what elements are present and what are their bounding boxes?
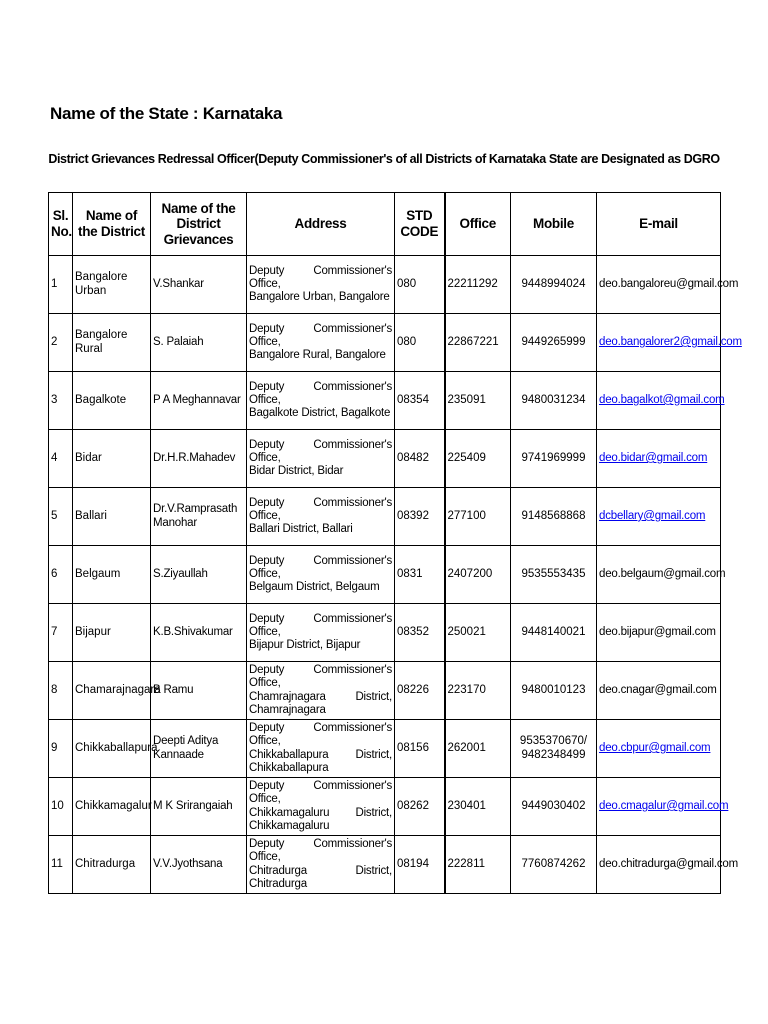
address bbox=[247, 488, 395, 546]
email-cell bbox=[597, 372, 725, 430]
mobile-cell bbox=[511, 546, 597, 604]
mobile-number-2: 9482348499 bbox=[521, 748, 586, 761]
std-code: 08354 bbox=[395, 372, 445, 430]
officer-name: B Ramu bbox=[151, 662, 247, 720]
page-subtitle: District Grievances Redressal Officer(Deputy Commissioner's of all Districts of Karnataka State are Designated as DGRO bbox=[48, 152, 720, 166]
serial-number: 1 bbox=[49, 256, 73, 314]
address-line-1: Deputy Commissioner's Office, bbox=[249, 496, 392, 522]
address-line-1: Deputy Commissioner's Office, bbox=[249, 322, 392, 348]
serial-number: 4 bbox=[49, 430, 73, 488]
std-code: 08482 bbox=[395, 430, 445, 488]
col-header-mobile: Mobile bbox=[511, 193, 597, 256]
district-name: Bangalore Rural bbox=[73, 314, 151, 372]
district-name: Ballari bbox=[73, 488, 151, 546]
address-line-2: Bidar District, Bidar bbox=[249, 465, 344, 478]
mobile-cell bbox=[511, 314, 597, 372]
mobile-cell bbox=[511, 836, 597, 894]
address-line-2: Belgaum District, Belgaum bbox=[249, 581, 380, 594]
std-code: 08352 bbox=[395, 604, 445, 662]
email-cell bbox=[597, 778, 729, 836]
serial-number: 3 bbox=[49, 372, 73, 430]
col-header-district: Name of the District bbox=[73, 193, 151, 256]
office-phone: 250021 bbox=[445, 604, 511, 662]
district-name: Chitradurga bbox=[73, 836, 151, 894]
mobile-cell bbox=[511, 662, 597, 720]
table-row bbox=[49, 256, 721, 314]
state-title: Name of the State : Karnataka bbox=[50, 104, 283, 123]
office-phone: 22867221 bbox=[445, 314, 511, 372]
email-link[interactable]: deo.bidar@gmail.com bbox=[599, 451, 708, 464]
std-code: 08262 bbox=[395, 778, 445, 836]
mobile-cell bbox=[511, 256, 597, 314]
serial-number: 5 bbox=[49, 488, 73, 546]
col-header-std: STD CODE bbox=[395, 193, 445, 256]
district-name: Chikkamagalur bbox=[73, 778, 151, 836]
address bbox=[247, 430, 395, 488]
office-phone: 222811 bbox=[445, 836, 511, 894]
dgro-table bbox=[48, 192, 742, 894]
email-link[interactable]: deo.cbpur@gmail.com bbox=[599, 741, 711, 754]
serial-number: 8 bbox=[49, 662, 73, 720]
table-row bbox=[49, 720, 721, 778]
email-cell bbox=[597, 430, 721, 488]
office-phone: 225409 bbox=[445, 430, 511, 488]
std-code: 08156 bbox=[395, 720, 445, 778]
district-name: Bagalkote bbox=[73, 372, 151, 430]
address-line-2: Bangalore Rural, Bangalore bbox=[249, 349, 386, 362]
address-line-2: Bijapur District, Bijapur bbox=[249, 639, 361, 652]
address-line-1: Deputy Commissioner's Office, bbox=[249, 554, 392, 580]
mobile-cell bbox=[511, 372, 597, 430]
email-link: deo.chitradurga@gmail.com bbox=[599, 857, 738, 870]
col-header-sl: Sl. No. bbox=[49, 193, 73, 256]
officer-name: S. Palaiah bbox=[151, 314, 247, 372]
std-code: 080 bbox=[395, 256, 445, 314]
mobile-cell bbox=[511, 604, 597, 662]
mobile-number: 9449265999 bbox=[521, 335, 586, 348]
office-phone: 230401 bbox=[445, 778, 511, 836]
address-line-1: Deputy Commissioner's Office, bbox=[249, 380, 392, 406]
address-line-2: Bangalore Urban, Bangalore bbox=[249, 291, 390, 304]
serial-number: 11 bbox=[49, 836, 73, 894]
address-line-2: Ballari District, Ballari bbox=[249, 523, 353, 536]
address-line-1: Deputy Commissioner's Office, bbox=[249, 722, 392, 748]
email-link: deo.bangaloreu@gmail.com bbox=[599, 277, 739, 290]
district-name: Chikkaballapura bbox=[73, 720, 151, 778]
address bbox=[247, 836, 395, 894]
email-link: deo.cnagar@gmail.com bbox=[599, 683, 717, 696]
serial-number: 2 bbox=[49, 314, 73, 372]
email-cell bbox=[597, 720, 721, 778]
mobile-cell bbox=[511, 430, 597, 488]
office-phone: 262001 bbox=[445, 720, 511, 778]
mobile-number: 9741969999 bbox=[521, 451, 586, 464]
mobile-number: 9480010123 bbox=[521, 683, 586, 696]
mobile-number: 9448994024 bbox=[521, 277, 586, 290]
address-line-1: Deputy Commissioner's Office, bbox=[249, 780, 392, 806]
serial-number: 7 bbox=[49, 604, 73, 662]
table-row bbox=[49, 604, 721, 662]
address-line-1: Deputy Commissioner's Office, bbox=[249, 438, 392, 464]
address-line-3: Chikkaballapura bbox=[249, 761, 329, 774]
table-row bbox=[49, 546, 721, 604]
officer-name: M K Srirangaiah bbox=[151, 778, 247, 836]
table-row bbox=[49, 314, 721, 372]
mobile-number: 9480031234 bbox=[521, 393, 586, 406]
address-line-2: Chitradurga District, bbox=[249, 864, 392, 877]
officer-name: S.Ziyaullah bbox=[151, 546, 247, 604]
email-link[interactable]: deo.bagalkot@gmail.com bbox=[599, 393, 725, 406]
office-phone: 235091 bbox=[445, 372, 511, 430]
officer-name: V.V.Jyothsana bbox=[151, 836, 247, 894]
district-name: Bidar bbox=[73, 430, 151, 488]
std-code: 08194 bbox=[395, 836, 445, 894]
std-code: 0831 bbox=[395, 546, 445, 604]
email-cell bbox=[597, 546, 726, 604]
mobile-number: 9535370670/ bbox=[519, 735, 588, 748]
mobile-number: 9448140021 bbox=[521, 625, 586, 638]
mobile-number: 9449030402 bbox=[521, 799, 586, 812]
address bbox=[247, 720, 395, 778]
address bbox=[247, 256, 395, 314]
address-line-2: Bagalkote District, Bagalkote bbox=[249, 407, 391, 420]
serial-number: 9 bbox=[49, 720, 73, 778]
email-cell bbox=[597, 314, 742, 372]
serial-number: 10 bbox=[49, 778, 73, 836]
address-line-1: Deputy Commissioner's Office, bbox=[249, 664, 392, 690]
address-line-1: Deputy Commissioner's Office, bbox=[249, 838, 392, 864]
office-phone: 2407200 bbox=[445, 546, 511, 604]
std-code: 080 bbox=[395, 314, 445, 372]
address-line-3: Chamrajnagara bbox=[249, 703, 326, 716]
officer-name: Dr.H.R.Mahadev bbox=[151, 430, 247, 488]
address-line-2: Chikkaballapura District, bbox=[249, 748, 392, 761]
address-line-3: Chikkamagaluru bbox=[249, 819, 330, 832]
address bbox=[247, 604, 395, 662]
mobile-cell bbox=[511, 778, 597, 836]
col-header-email: E-mail bbox=[597, 193, 721, 256]
col-header-address: Address bbox=[247, 193, 395, 256]
address bbox=[247, 662, 395, 720]
std-code: 08226 bbox=[395, 662, 445, 720]
officer-name: V.Shankar bbox=[151, 256, 247, 314]
table-row bbox=[49, 372, 721, 430]
mobile-number: 9535553435 bbox=[521, 567, 586, 580]
mobile-cell bbox=[511, 720, 597, 778]
table-row bbox=[49, 778, 721, 836]
email-link[interactable]: dcbellary@gmail.com bbox=[599, 509, 706, 522]
table-row bbox=[49, 836, 721, 894]
district-name: Bangalore Urban bbox=[73, 256, 151, 314]
table-header-row bbox=[49, 193, 721, 256]
table-body bbox=[49, 256, 742, 894]
mobile-number: 7760874262 bbox=[521, 857, 586, 870]
office-phone: 223170 bbox=[445, 662, 511, 720]
serial-number: 6 bbox=[49, 546, 73, 604]
table-row bbox=[49, 488, 721, 546]
address-line-2: Chamrajnagara District, bbox=[249, 690, 392, 703]
address-line-1: Deputy Commissioner's Office, bbox=[249, 612, 392, 638]
officer-name: Deepti Aditya Kannaade bbox=[151, 720, 247, 778]
address-line-2: Chikkamagaluru District, bbox=[249, 806, 392, 819]
email-cell bbox=[597, 256, 739, 314]
office-phone: 22211292 bbox=[445, 256, 511, 314]
email-link[interactable]: deo.cmagalur@gmail.com bbox=[599, 799, 729, 812]
table-row bbox=[49, 662, 721, 720]
district-name: Belgaum bbox=[73, 546, 151, 604]
address bbox=[247, 372, 395, 430]
office-phone: 277100 bbox=[445, 488, 511, 546]
officer-name: K.B.Shivakumar bbox=[151, 604, 247, 662]
mobile-cell bbox=[511, 488, 597, 546]
mobile-number: 9148568868 bbox=[521, 509, 586, 522]
address-line-3: Chitradurga bbox=[249, 877, 307, 890]
col-header-officer: Name of the District Grievances bbox=[151, 193, 247, 256]
email-cell bbox=[597, 662, 721, 720]
table-row bbox=[49, 430, 721, 488]
email-link: deo.bijapur@gmail.com bbox=[599, 625, 716, 638]
email-link[interactable]: deo.bangalorer2@gmail.com bbox=[599, 335, 742, 348]
address bbox=[247, 314, 395, 372]
address-line-1: Deputy Commissioner's Office, bbox=[249, 264, 392, 290]
officer-name: Dr.V.Ramprasath Manohar bbox=[151, 488, 247, 546]
district-name: Chamarajnagara bbox=[73, 662, 151, 720]
email-link: deo.belgaum@gmail.com bbox=[599, 567, 726, 580]
officer-name: P A Meghannavar bbox=[151, 372, 247, 430]
email-cell bbox=[597, 488, 721, 546]
email-cell bbox=[597, 836, 738, 894]
col-header-office: Office bbox=[445, 193, 511, 256]
email-cell bbox=[597, 604, 721, 662]
district-name: Bijapur bbox=[73, 604, 151, 662]
address bbox=[247, 546, 395, 604]
std-code: 08392 bbox=[395, 488, 445, 546]
address bbox=[247, 778, 395, 836]
